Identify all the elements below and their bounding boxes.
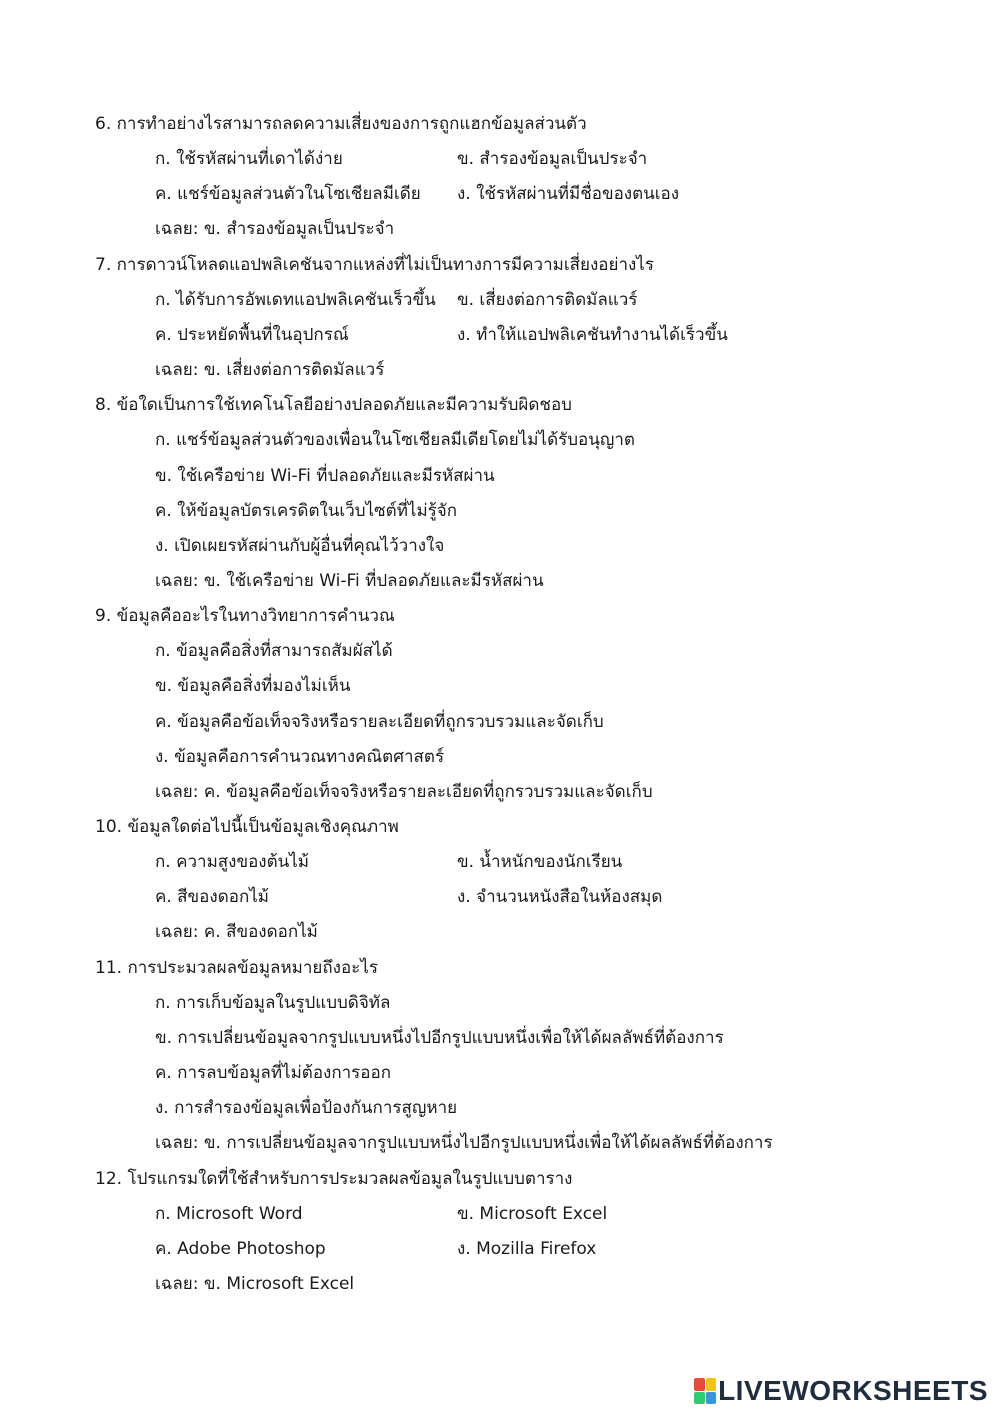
logo-square-1 <box>694 1378 705 1391</box>
question-6-option: ข. สำรองข้อมูลเป็นประจำ <box>457 149 648 170</box>
question-8-answer: เฉลย: ข. ใช้เครือข่าย Wi-Fi ที่ปลอดภัยและมีรหัสผ่าน <box>155 571 544 591</box>
question-12-text: 12. โปรแกรมใดที่ใช้สำหรับการประมวลผลข้อมูลในรูปแบบตาราง <box>95 1168 573 1189</box>
question-6-option: ก. ใช้รหัสผ่านที่เดาได้ง่าย <box>155 149 343 170</box>
logo-text: LIVEWORKSHEETS <box>718 1375 988 1406</box>
question-9-option: ก. ข้อมูลคือสิ่งที่สามารถสัมผัสได้ <box>155 641 393 662</box>
question-9-option: ค. ข้อมูลคือข้อเท็จจริงหรือรายละเอียดที่ถูกรวบรวมและจัดเก็บ <box>155 711 604 732</box>
question-10-option: ก. ความสูงของต้นไม้ <box>155 852 309 873</box>
logo-square-3 <box>694 1392 705 1405</box>
question-9-option: ง. ข้อมูลคือการคำนวณทางคณิตศาสตร์ <box>155 746 445 767</box>
question-10-answer: เฉลย: ค. สีของดอกไม้ <box>155 922 318 943</box>
question-11-answer: เฉลย: ข. การเปลี่ยนข้อมูลจากรูปแบบหนึ่งไปอีกรูปแบบหนึ่งเพื่อให้ได้ผลลัพธ์ที่ต้องการ <box>155 1133 773 1154</box>
question-7-answer: เฉลย: ข. เสี่ยงต่อการติดมัลแวร์ <box>155 360 385 380</box>
question-8-option: ง. เปิดเผยรหัสผ่านกับผู้อื่นที่คุณไว้วางใจ <box>155 535 445 556</box>
question-7-option: ง. ทำให้แอปพลิเคชันทำงานได้เร็วขึ้น <box>457 324 728 345</box>
question-11-option: ง. การสำรองข้อมูลเพื่อป้องกันการสูญหาย <box>155 1098 458 1119</box>
question-7-option: ข. เสี่ยงต่อการติดมัลแวร์ <box>457 289 638 310</box>
question-10-text: 10. ข้อมูลใดต่อไปนี้เป็นข้อมูลเชิงคุณภาพ <box>95 817 399 837</box>
logo-square-2 <box>706 1378 717 1391</box>
question-10-option: ข. น้ำหนักของนักเรียน <box>457 852 623 873</box>
question-8-option: ข. ใช้เครือข่าย Wi-Fi ที่ปลอดภัยและมีรหัสผ่าน <box>155 465 495 486</box>
question-9-answer: เฉลย: ค. ข้อมูลคือข้อเท็จจริงหรือรายละเอียดที่ถูกรวบรวมและจัดเก็บ <box>155 781 653 802</box>
logo-square-4 <box>706 1392 717 1405</box>
question-10-option: ค. สีของดอกไม้ <box>155 887 269 908</box>
question-9-option: ข. ข้อมูลคือสิ่งที่มองไม่เห็น <box>155 676 351 697</box>
question-8-option: ก. แชร์ข้อมูลส่วนตัวของเพื่อนในโซเชียลมีเดียโดยไม่ได้รับอนุญาต <box>155 430 635 451</box>
question-12-option: ข. Microsoft Excel <box>457 1203 608 1224</box>
question-12-answer: เฉลย: ข. Microsoft Excel <box>155 1274 355 1294</box>
question-8-option: ค. ให้ข้อมูลบัตรเครดิตในเว็บไซต์ที่ไม่รู้จัก <box>155 500 458 521</box>
question-11-option: ข. การเปลี่ยนข้อมูลจากรูปแบบหนึ่งไปอีกรูปแบบหนึ่งเพื่อให้ได้ผลลัพธ์ที่ต้องการ <box>155 1027 724 1048</box>
question-6-option: ง. ใช้รหัสผ่านที่มีชื่อของตนเอง <box>457 184 680 205</box>
question-9-text: 9. ข้อมูลคืออะไรในทางวิทยาการคำนวณ <box>95 606 395 627</box>
question-8-text: 8. ข้อใดเป็นการใช้เทคโนโลยีอย่างปลอดภัยและมีความรับผิดชอบ <box>95 395 572 416</box>
question-12-option: ง. Mozilla Firefox <box>457 1238 597 1259</box>
logo-mark-icon <box>694 1378 716 1404</box>
liveworksheets-logo <box>694 1373 988 1409</box>
question-10-option: ง. จำนวนหนังสือในห้องสมุด <box>457 887 663 908</box>
question-7-option: ก. ได้รับการอัพเดทแอปพลิเคชันเร็วขึ้น <box>155 289 436 310</box>
question-6-text: 6. การทำอย่างไรสามารถลดความเสี่ยงของการถูกแฮกข้อมูลส่วนตัว <box>95 114 587 134</box>
question-6-answer: เฉลย: ข. สำรองข้อมูลเป็นประจำ <box>155 219 395 240</box>
question-12-option: ค. Adobe Photoshop <box>155 1238 326 1259</box>
question-6-option: ค. แชร์ข้อมูลส่วนตัวในโซเชียลมีเดีย <box>155 184 421 205</box>
question-11-option: ก. การเก็บข้อมูลในรูปแบบดิจิทัล <box>155 992 391 1013</box>
question-7-text: 7. การดาวน์โหลดแอปพลิเคชันจากแหล่งที่ไม่เป็นทางการมีความเสี่ยงอย่างไร <box>95 254 654 275</box>
question-11-text: 11. การประมวลผลข้อมูลหมายถึงอะไร <box>95 957 378 978</box>
question-7-option: ค. ประหยัดพื้นที่ในอุปกรณ์ <box>155 324 349 345</box>
question-11-option: ค. การลบข้อมูลที่ไม่ต้องการออก <box>155 1063 392 1083</box>
question-12-option: ก. Microsoft Word <box>155 1203 303 1224</box>
